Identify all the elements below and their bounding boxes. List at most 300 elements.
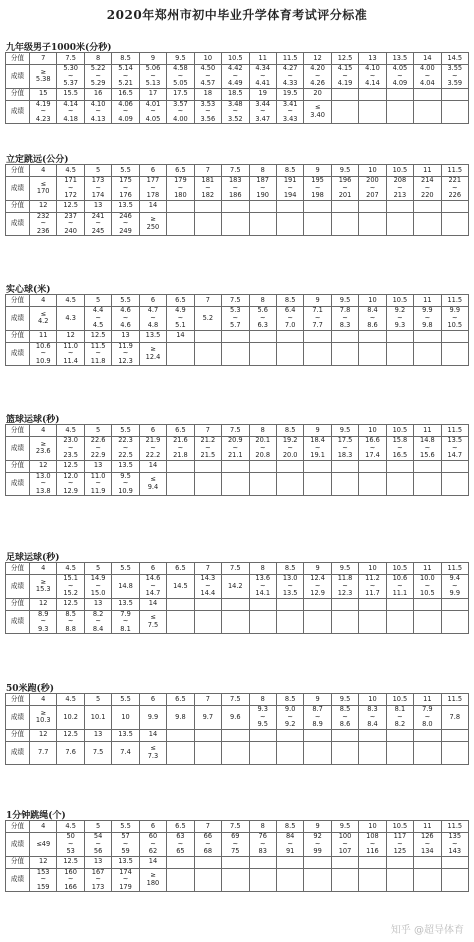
score-cell-text: 19 (258, 89, 267, 98)
score-cell (359, 821, 386, 833)
score-cell-text: 6 (150, 821, 156, 830)
result-cell (167, 868, 194, 892)
score-cell-text: 10.5 (392, 165, 408, 174)
score-cell (222, 460, 249, 472)
result-cell (414, 437, 441, 461)
result-cell-text: 17.5 ~ 18.3 (337, 436, 353, 459)
score-cell-text: 9.5 (339, 295, 351, 304)
score-cell-text: 17.5 (173, 89, 188, 98)
result-cell (30, 706, 57, 730)
score-cell-text: 4.5 (65, 425, 76, 434)
score-cell (414, 425, 441, 437)
score-cell (112, 729, 139, 741)
result-cell-text: ≥ 10.3 (35, 708, 51, 725)
score-cell-text: 14 (148, 857, 158, 866)
score-cell-text: 7.5 (230, 295, 241, 304)
result-cell (194, 610, 221, 634)
score-cell (112, 598, 139, 610)
score-cell (359, 563, 386, 575)
score-cell (112, 295, 139, 307)
result-cell-text: 237 ~ 240 (64, 212, 77, 235)
score-cell (386, 694, 413, 706)
score-cell-text: 13.5 (118, 461, 133, 470)
result-row (6, 741, 469, 764)
row-label-score (6, 53, 30, 65)
result-row (6, 307, 469, 331)
score-cell (139, 598, 166, 610)
score-cell-text: 5 (95, 295, 101, 304)
result-cell-text: 5.30 ~ 5.37 (63, 64, 78, 87)
score-cell-text: 9 (315, 295, 320, 304)
row-label-score (6, 165, 30, 177)
result-cell (386, 575, 413, 599)
score-cell (441, 200, 468, 212)
score-cell (304, 53, 331, 65)
result-cell (386, 741, 413, 764)
score-cell-text: 11.5 (447, 165, 463, 174)
result-cell (331, 472, 358, 496)
score-cell (414, 165, 441, 177)
result-cell-text: 3.57 ~ 4.00 (173, 100, 188, 123)
result-cell (194, 177, 221, 201)
result-cell-text: 57 ~ 59 (121, 832, 130, 855)
row-label-result (6, 100, 30, 124)
result-cell-text: 8.4 ~ 8.6 (367, 306, 378, 329)
result-cell (441, 100, 468, 124)
score-cell (414, 856, 441, 868)
result-row (6, 437, 469, 461)
score-cell (304, 200, 331, 212)
result-cell-text: ≤ 170 (36, 179, 50, 196)
score-cell (249, 295, 276, 307)
result-cell (84, 472, 111, 496)
result-cell-text: 200 ~ 207 (366, 176, 379, 199)
score-cell-text: 11 (423, 165, 432, 174)
row-label-result (6, 868, 30, 892)
score-cell (30, 200, 57, 212)
result-cell (139, 342, 166, 366)
row-label-result (6, 65, 30, 89)
result-cell (304, 65, 331, 89)
section-title: 足球运球(秒) (6, 553, 60, 563)
score-cell (222, 88, 249, 100)
score-cell-text: 19.5 (282, 89, 298, 98)
result-cell-text: 195 ~ 198 (311, 176, 324, 199)
score-cell-text: 6 (150, 694, 156, 703)
result-cell (304, 706, 331, 730)
result-cell-text: 50 ~ 53 (66, 832, 75, 855)
result-cell-text: 9.5 ~ 10.9 (118, 472, 133, 495)
result-cell (222, 472, 249, 496)
result-cell (249, 706, 276, 730)
result-cell (84, 342, 111, 366)
result-cell-text: 4.7 ~ 4.8 (147, 306, 159, 329)
score-table-solid-ball (5, 294, 469, 366)
result-cell (139, 212, 166, 236)
score-cell-text: 11 (423, 563, 432, 572)
section-title: 九年级男子1000米(分秒) (6, 43, 112, 53)
score-cell-text: 10.5 (392, 821, 408, 830)
score-cell-text: 11.5 (282, 53, 298, 62)
score-cell (112, 200, 139, 212)
row-label-score (6, 563, 30, 575)
result-cell (112, 307, 139, 331)
score-cell-text: 12.5 (63, 201, 78, 210)
score-cell (222, 53, 249, 65)
score-row (6, 460, 469, 472)
result-cell (222, 307, 249, 331)
score-cell (30, 165, 57, 177)
score-cell (414, 88, 441, 100)
result-cell (194, 342, 221, 366)
section-title: 实心球(米) (6, 285, 51, 295)
result-cell (167, 610, 194, 634)
score-cell (84, 425, 111, 437)
score-cell-text: 5 (95, 563, 101, 572)
result-row (6, 342, 469, 366)
score-cell-text: 4 (41, 295, 46, 304)
result-cell (167, 833, 194, 857)
score-cell-text: 18 (203, 89, 213, 98)
score-cell-text: 11.5 (447, 694, 463, 703)
result-cell-text: 4.20 ~ 4.26 (310, 64, 325, 87)
score-cell-text: 7.5 (230, 563, 241, 572)
result-cell (249, 833, 276, 857)
score-cell (222, 598, 249, 610)
score-cell (386, 821, 413, 833)
result-cell (249, 177, 276, 201)
result-cell (57, 741, 84, 764)
score-cell (386, 200, 413, 212)
result-cell (386, 342, 413, 366)
result-cell-text: 7.6 (65, 747, 76, 756)
score-cell-text: 4 (41, 425, 46, 434)
score-cell-text: 13.5 (392, 53, 408, 62)
score-cell (57, 200, 84, 212)
score-cell-text: 7.5 (230, 821, 241, 830)
result-cell-text: 135 ~ 143 (448, 832, 462, 855)
score-cell (139, 425, 166, 437)
result-cell (359, 177, 386, 201)
score-cell-text: 11.5 (447, 821, 463, 830)
result-cell (139, 833, 166, 857)
result-cell (57, 472, 84, 496)
result-cell (276, 177, 303, 201)
score-cell (359, 729, 386, 741)
score-cell (112, 856, 139, 868)
score-cell (276, 598, 303, 610)
score-cell (139, 88, 166, 100)
score-cell (441, 460, 468, 472)
score-cell-text: 7.5 (230, 694, 241, 703)
score-cell (359, 165, 386, 177)
result-cell (249, 65, 276, 89)
result-cell-text: 14.3 ~ 14.4 (200, 574, 216, 597)
score-cell-text: 10 (368, 563, 377, 572)
score-cell (331, 729, 358, 741)
row-label-score (6, 295, 30, 307)
score-cell (359, 330, 386, 342)
score-cell-text: 12.5 (90, 331, 106, 340)
result-cell (276, 833, 303, 857)
score-cell (331, 460, 358, 472)
result-cell-text: 21.2 ~ 21.5 (200, 436, 216, 459)
result-cell (249, 868, 276, 892)
result-cell (57, 706, 84, 730)
result-cell (167, 307, 194, 331)
score-cell-text: 10.5 (227, 53, 243, 62)
score-cell-text: 13 (93, 857, 103, 866)
result-cell (304, 575, 331, 599)
result-cell (222, 212, 249, 236)
score-cell (84, 88, 111, 100)
result-cell-text: 13.0 ~ 13.5 (282, 574, 298, 597)
result-cell-text: 4.58 ~ 5.05 (173, 64, 188, 87)
result-cell (249, 342, 276, 366)
score-cell (249, 165, 276, 177)
result-cell-text: 7.9 ~ 8.0 (422, 705, 433, 728)
row-label-result (6, 575, 30, 599)
score-cell (304, 598, 331, 610)
result-cell-text: 4.42 ~ 4.49 (227, 64, 243, 87)
result-cell (441, 706, 468, 730)
score-cell (222, 729, 249, 741)
score-cell (57, 295, 84, 307)
result-cell-text: 14.8 ~ 15.6 (420, 436, 435, 459)
score-cell (222, 694, 249, 706)
score-cell (414, 200, 441, 212)
score-cell (222, 165, 249, 177)
score-cell-text: 8 (260, 165, 265, 174)
watermark: 知乎 @超导体育 (390, 925, 464, 936)
result-cell (84, 212, 111, 236)
result-cell-text: 13.0 ~ 13.8 (35, 472, 51, 495)
result-cell (167, 65, 194, 89)
result-cell (304, 437, 331, 461)
score-cell (139, 330, 166, 342)
result-cell-text: 175 ~ 176 (119, 176, 132, 199)
result-cell (194, 575, 221, 599)
result-cell (414, 741, 441, 764)
result-cell-text: 14.6 ~ 14.7 (145, 574, 161, 597)
result-cell (194, 706, 221, 730)
result-cell (276, 100, 303, 124)
score-cell (84, 330, 111, 342)
score-row (6, 425, 469, 437)
result-cell (359, 472, 386, 496)
score-cell (304, 88, 331, 100)
score-cell (84, 856, 111, 868)
score-cell (139, 295, 166, 307)
row-label-result-text: 成绩 (10, 71, 25, 80)
score-cell-text: 10.5 (392, 425, 408, 434)
score-cell (57, 330, 84, 342)
result-row (6, 472, 469, 496)
row-label-result-text: 成绩 (10, 479, 25, 487)
score-cell (222, 295, 249, 307)
result-cell (222, 868, 249, 892)
score-cell (414, 598, 441, 610)
result-cell (249, 100, 276, 124)
result-cell-text: 117 ~ 125 (393, 832, 407, 855)
result-cell (139, 706, 166, 730)
score-cell (57, 460, 84, 472)
score-table-football-dribble (5, 562, 469, 634)
result-cell-text: 6.4 ~ 7.0 (284, 306, 296, 329)
row-label-score (6, 598, 30, 610)
result-cell-text: 177 ~ 178 (146, 176, 160, 199)
score-cell-text: 7 (205, 694, 210, 703)
result-cell-text: 3.55 ~ 3.59 (447, 64, 463, 87)
result-cell (441, 868, 468, 892)
score-cell-text: 16.5 (118, 89, 133, 98)
result-cell-text: 8.2 ~ 8.4 (92, 610, 104, 633)
result-cell-text: ≥ 5.38 (35, 67, 51, 84)
score-cell (167, 856, 194, 868)
score-cell (167, 821, 194, 833)
result-cell-text: ≤ 3.40 (310, 103, 325, 119)
row-label-result (6, 177, 30, 201)
score-cell-text: 6.5 (175, 425, 186, 434)
result-cell-text: 69 ~ 75 (231, 832, 240, 855)
score-cell (112, 425, 139, 437)
result-cell (331, 177, 358, 201)
score-cell-text: 15.5 (63, 89, 78, 98)
result-cell (139, 868, 166, 892)
result-cell (112, 100, 139, 124)
row-label-result-text: 成绩 (10, 581, 25, 590)
score-cell (194, 165, 221, 177)
score-cell-text: 9 (315, 563, 320, 572)
score-cell-text: 10.5 (392, 563, 408, 572)
result-cell (331, 65, 358, 89)
score-cell-text: 13 (93, 599, 103, 608)
result-cell (30, 177, 57, 201)
result-cell-text: 9.0 ~ 9.2 (284, 705, 296, 728)
result-cell (386, 212, 413, 236)
score-cell (304, 694, 331, 706)
result-cell-text: 4.3 (65, 313, 76, 322)
result-cell (359, 342, 386, 366)
result-cell-text: 12.4 ~ 12.9 (310, 574, 325, 597)
score-cell (441, 165, 468, 177)
row-label-result-text: 成绩 (10, 747, 25, 756)
score-cell-text: 12 (39, 730, 48, 739)
score-cell (359, 295, 386, 307)
row-label-result (6, 706, 30, 730)
result-cell-text: 3.44 ~ 3.47 (255, 100, 271, 123)
result-cell (386, 307, 413, 331)
score-cell (167, 330, 194, 342)
score-cell (84, 821, 111, 833)
result-cell (249, 472, 276, 496)
result-cell-text: 21.9 ~ 22.2 (145, 436, 161, 459)
row-label-score (6, 821, 30, 833)
score-cell (222, 821, 249, 833)
score-cell (386, 165, 413, 177)
result-cell (414, 342, 441, 366)
score-cell-text: 5.5 (120, 821, 131, 830)
result-cell-text: 8.9 ~ 9.3 (37, 610, 49, 633)
score-row (6, 694, 469, 706)
score-cell-text: 5.5 (120, 295, 131, 304)
score-cell (167, 598, 194, 610)
result-cell (167, 472, 194, 496)
score-cell-text: 10.5 (392, 295, 408, 304)
score-cell (194, 821, 221, 833)
score-cell (331, 295, 358, 307)
score-cell (276, 460, 303, 472)
score-cell (331, 694, 358, 706)
score-cell-text: 15 (39, 89, 48, 98)
result-cell-text: 14.5 (173, 581, 188, 590)
result-cell-text: 7.7 (37, 747, 49, 756)
score-cell-text: 7 (205, 563, 210, 572)
result-cell-text: ≤ 4.2 (37, 309, 49, 326)
result-cell-text: 3.53 ~ 3.56 (200, 100, 216, 123)
result-cell-text: 9.4 ~ 9.9 (449, 574, 461, 597)
result-cell-text: 11.2 ~ 11.7 (365, 574, 380, 597)
result-cell-text: 191 ~ 194 (283, 176, 297, 199)
result-cell (30, 575, 57, 599)
section-title: 立定跳远(公分) (6, 155, 69, 165)
score-cell-text: 8.5 (284, 165, 296, 174)
score-cell (249, 88, 276, 100)
result-cell-text: 3.48 ~ 3.52 (227, 100, 243, 123)
result-cell (57, 437, 84, 461)
result-cell (414, 868, 441, 892)
row-label-result-text: 成绩 (10, 443, 25, 452)
result-cell-text: 10.6 ~ 10.9 (35, 342, 51, 365)
result-cell-text: 9.3 ~ 9.5 (257, 705, 268, 728)
row-label-score (6, 88, 30, 100)
score-cell (84, 165, 111, 177)
score-cell (167, 563, 194, 575)
result-cell-text: 241 ~ 245 (91, 212, 105, 235)
result-cell-text: 21.6 ~ 21.8 (173, 436, 188, 459)
result-cell (386, 65, 413, 89)
score-table-1000m (5, 52, 469, 124)
score-cell-text: 4 (41, 563, 46, 572)
score-cell-text: 4.5 (65, 694, 76, 703)
result-cell (139, 610, 166, 634)
result-cell-text: 183 ~ 186 (228, 176, 242, 199)
result-cell (139, 307, 166, 331)
result-row (6, 610, 469, 634)
result-cell-text: ≤49 (36, 839, 51, 848)
score-table-basketball-dribble (5, 424, 469, 496)
result-cell-text: 5.22 ~ 5.29 (90, 64, 106, 87)
score-cell (194, 856, 221, 868)
row-label-result (6, 307, 30, 331)
score-cell (249, 460, 276, 472)
score-cell (386, 563, 413, 575)
score-cell-text: 7 (205, 821, 210, 830)
result-row (6, 65, 469, 89)
score-cell (386, 856, 413, 868)
result-cell-text: 18.4 ~ 19.1 (310, 436, 325, 459)
result-cell (57, 65, 84, 89)
result-cell (167, 212, 194, 236)
result-cell (194, 100, 221, 124)
result-cell (194, 437, 221, 461)
score-cell (276, 295, 303, 307)
score-cell-text: 11 (39, 331, 48, 340)
score-cell (57, 88, 84, 100)
result-cell (84, 100, 111, 124)
result-cell-text: 4.00 ~ 4.04 (420, 64, 435, 87)
score-cell-text: 10 (368, 821, 377, 830)
